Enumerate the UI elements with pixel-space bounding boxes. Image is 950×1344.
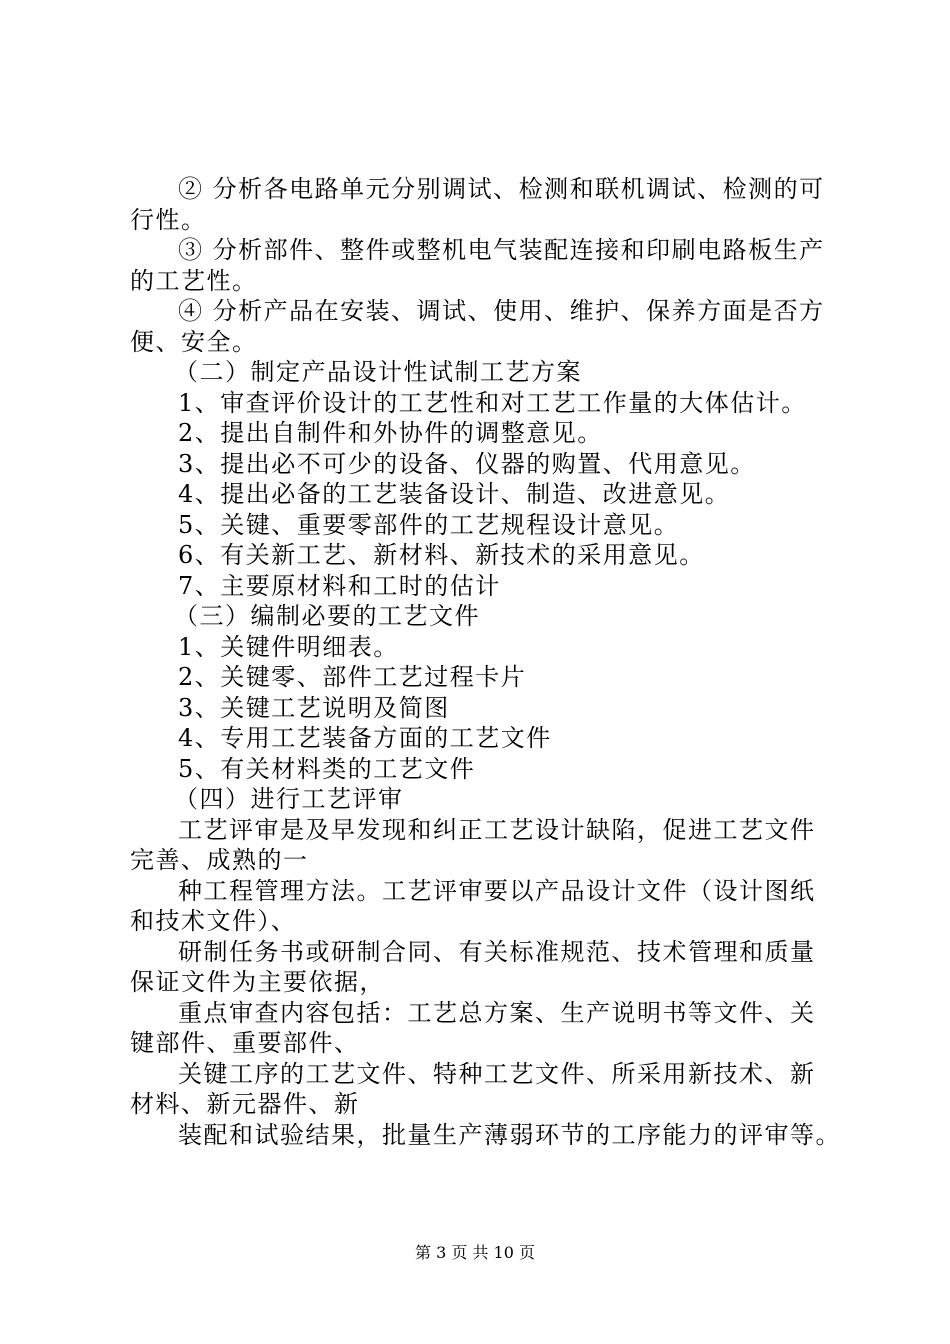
text-line: 2、提出自制件和外协件的调整意见。 [178, 419, 603, 447]
text-line: 装配和试验结果，批量生产薄弱环节的工序能力的评审等。 [178, 1120, 841, 1149]
text-line: 关键工序的工艺文件、特种工艺文件、所采用新技术、新 [178, 1059, 816, 1088]
document-body [130, 174, 841, 1150]
text-line: 完善、成熟的一 [130, 846, 309, 874]
text-line: 5、有关材料类的工艺文件 [178, 754, 476, 783]
text-line: ④ 分析产品在安装、调试、使用、维护、保养方面是否方 [178, 297, 825, 325]
text-line: （二）制定产品设计性试制工艺方案 [174, 358, 582, 386]
text-line: 种工程管理方法。工艺评审要以产品设计文件（设计图纸 [178, 876, 816, 905]
text-line: 1、关键件明细表。 [178, 632, 399, 661]
text-line: 便、安全。 [130, 327, 258, 356]
text-line: 1、审查评价设计的工艺性和对工艺工作量的大体估计。 [178, 388, 807, 417]
text-line: 和技术文件）、 [130, 907, 297, 935]
text-line: 6、有关新工艺、新材料、新技术的采用意见。 [178, 541, 705, 569]
text-line: ② 分析各电路单元分别调试、检测和联机调试、检测的可 [178, 175, 825, 203]
text-line: 3、关键工艺说明及简图 [178, 693, 450, 722]
text-line: 4、提出必备的工艺装备设计、制造、改进意见。 [178, 480, 731, 508]
text-line: 行性。 [130, 205, 207, 234]
text-line: （三）编制必要的工艺文件 [174, 602, 480, 630]
text-line: 键部件、重要部件、 [130, 1029, 360, 1057]
text-line: 2、关键零、部件工艺过程卡片 [178, 663, 527, 691]
text-line: 5、关键、重要零部件的工艺规程设计意见。 [178, 510, 680, 539]
text-line: 重点审查内容包括：工艺总方案、生产说明书等文件、关 [178, 998, 816, 1027]
text-line: 保证文件为主要依据， [130, 968, 385, 996]
text-line: 工艺评审是及早发现和纠正工艺设计缺陷，促进工艺文件 [178, 815, 816, 844]
text-line: 材料、新元器件、新 [130, 1090, 360, 1118]
page-footer: 第 3 页 共 10 页 [415, 1243, 535, 1262]
text-line: 7、主要原材料和工时的估计 [178, 571, 501, 600]
text-line: 3、提出必不可少的设备、仪器的购置、代用意见。 [178, 449, 756, 478]
text-line: 研制任务书或研制合同、有关标准规范、技术管理和质量 [178, 937, 816, 966]
text-line: 4、专用工艺装备方面的工艺文件 [178, 724, 552, 752]
text-line: （四）进行工艺评审 [174, 785, 404, 813]
text-line: ③ 分析部件、整件或整机电气装配连接和印刷电路板生产 [178, 236, 825, 264]
text-line: 的工艺性。 [130, 266, 258, 295]
